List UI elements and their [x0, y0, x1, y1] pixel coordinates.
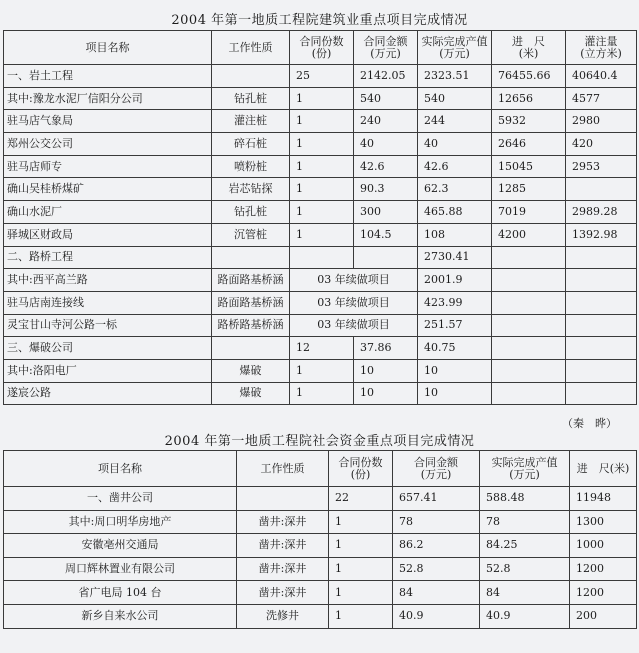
column-header: 工作性质: [212, 31, 290, 65]
table-row: [4, 223, 637, 246]
table-cell: 周口辉林置业有限公司: [4, 557, 237, 581]
table-cell: 10: [418, 382, 492, 405]
table-cell: 遂宸公路: [4, 382, 212, 405]
table-cell: [566, 382, 637, 405]
table-row: [4, 269, 637, 292]
table-cell: 安徽亳州交通局: [4, 534, 237, 558]
table-cell: 15045: [492, 155, 566, 178]
table-cell: 90.3: [354, 178, 418, 201]
table-cell: 40.75: [418, 337, 492, 360]
table-cell: 86.2: [393, 534, 480, 558]
table-cell: 540: [418, 87, 492, 110]
table-cell: 其中:洛阳电厂: [4, 359, 212, 382]
column-header: 工作性质: [237, 451, 329, 487]
table-cell: 1285: [492, 178, 566, 201]
column-header: 合同金额 (万元): [354, 31, 418, 65]
table-cell: 2001.9: [418, 269, 492, 292]
table-cell: 78: [480, 510, 570, 534]
table-cell: 423.99: [418, 291, 492, 314]
column-header: 项目名称: [4, 451, 237, 487]
table-row: [4, 110, 637, 133]
table-cell: [566, 269, 637, 292]
table-cell: 11948: [570, 487, 637, 511]
table-cell: 1: [329, 581, 393, 605]
table-cell: 84.25: [480, 534, 570, 558]
table-cell: [566, 246, 637, 269]
table-cell: 2142.05: [354, 65, 418, 88]
column-header: 进 尺(米): [570, 451, 637, 487]
table-cell: 2730.41: [418, 246, 492, 269]
table-row: [4, 557, 637, 581]
table-cell: 40.9: [480, 604, 570, 628]
table-cell: 1: [290, 110, 354, 133]
table-row: [4, 201, 637, 224]
table-cell: [237, 487, 329, 511]
table-cell: 钻孔桩: [212, 87, 290, 110]
table-cell: 40: [418, 133, 492, 156]
table-cell: 凿井:深井: [237, 510, 329, 534]
social-funds-projects-table: [3, 450, 637, 629]
table-cell: 03 年续做项目: [290, 269, 418, 292]
table-cell: 确山水泥厂: [4, 201, 212, 224]
column-header: 灌注量 (立方米): [566, 31, 637, 65]
table-cell: 钻孔桩: [212, 201, 290, 224]
table-cell: 1: [290, 155, 354, 178]
table-cell: 爆破: [212, 382, 290, 405]
table-cell: 其中:西平高兰路: [4, 269, 212, 292]
table2-title: 2004 年第一地质工程院社会资金重点项目完成情况: [164, 434, 475, 449]
table-cell: 1392.98: [566, 223, 637, 246]
table-cell: 2989.28: [566, 201, 637, 224]
table-cell: 1: [290, 223, 354, 246]
table-cell: 驻马店师专: [4, 155, 212, 178]
table-row: [4, 359, 637, 382]
table-cell: 5932: [492, 110, 566, 133]
table-cell: 1: [290, 87, 354, 110]
table-row: [4, 534, 637, 558]
table-cell: 10: [354, 359, 418, 382]
table-cell: 郑州公交公司: [4, 133, 212, 156]
table-row: [4, 246, 637, 269]
table-cell: 588.48: [480, 487, 570, 511]
table-row: [4, 178, 637, 201]
table-cell: 1: [290, 382, 354, 405]
table-cell: 40.9: [393, 604, 480, 628]
table-cell: 62.3: [418, 178, 492, 201]
table-cell: 驿城区财政局: [4, 223, 212, 246]
table-cell: 1: [290, 201, 354, 224]
table-cell: 465.88: [418, 201, 492, 224]
table-cell: [492, 246, 566, 269]
table-cell: 凿井:深井: [237, 581, 329, 605]
table-cell: 1200: [570, 557, 637, 581]
table-cell: 凿井:深井: [237, 557, 329, 581]
table-cell: 一、凿井公司: [4, 487, 237, 511]
table-cell: 省广电局 104 台: [4, 581, 237, 605]
table-cell: 凿井:深井: [237, 534, 329, 558]
table-cell: 22: [329, 487, 393, 511]
table-cell: [492, 269, 566, 292]
table-cell: 52.8: [480, 557, 570, 581]
table-cell: 540: [354, 87, 418, 110]
column-header: 合同份数 (份): [290, 31, 354, 65]
table-cell: [566, 359, 637, 382]
table-cell: 2646: [492, 133, 566, 156]
table-cell: [492, 359, 566, 382]
column-header: 进 尺 (米): [492, 31, 566, 65]
table-cell: 251.57: [418, 314, 492, 337]
table-cell: [212, 246, 290, 269]
table-cell: 碎石桩: [212, 133, 290, 156]
table-cell: 4577: [566, 87, 637, 110]
author-note: （秦 晔）: [562, 417, 617, 430]
table-cell: 104.5: [354, 223, 418, 246]
column-header: 实际完成产值 (万元): [418, 31, 492, 65]
table-cell: 244: [418, 110, 492, 133]
table-cell: 4200: [492, 223, 566, 246]
table-cell: [492, 314, 566, 337]
table-cell: 1: [329, 604, 393, 628]
table-cell: [354, 246, 418, 269]
table-cell: 420: [566, 133, 637, 156]
table-cell: 7019: [492, 201, 566, 224]
table-cell: 其中:豫龙水泥厂信阳分公司: [4, 87, 212, 110]
table-row: [4, 314, 637, 337]
table-cell: 二、路桥工程: [4, 246, 212, 269]
table-cell: 03 年续做项目: [290, 291, 418, 314]
table-cell: 确山吴桂桥煤矿: [4, 178, 212, 201]
table-cell: 1: [290, 359, 354, 382]
table-cell: [566, 291, 637, 314]
table-row: [4, 510, 637, 534]
table-cell: [566, 178, 637, 201]
column-header: 项目名称: [4, 31, 212, 65]
column-header: 实际完成产值 (万元): [480, 451, 570, 487]
table-cell: 1000: [570, 534, 637, 558]
table-cell: [492, 382, 566, 405]
table-cell: 洗修井: [237, 604, 329, 628]
table-cell: 喷粉桩: [212, 155, 290, 178]
table-cell: 岩芯钻探: [212, 178, 290, 201]
table-cell: 657.41: [393, 487, 480, 511]
table-cell: 其中:周口明华房地产: [4, 510, 237, 534]
table-row: [4, 87, 637, 110]
table-row: [4, 65, 637, 88]
table-cell: 40640.4: [566, 65, 637, 88]
table-row: [4, 382, 637, 405]
table-cell: 驻马店气象局: [4, 110, 212, 133]
table-cell: 一、岩土工程: [4, 65, 212, 88]
table-cell: 驻马店南连接线: [4, 291, 212, 314]
table-cell: 300: [354, 201, 418, 224]
table-cell: 25: [290, 65, 354, 88]
table-cell: 路桥路基桥涵: [212, 314, 290, 337]
table-cell: 路面路基桥涵: [212, 269, 290, 292]
table-cell: 1: [290, 133, 354, 156]
table-cell: [492, 337, 566, 360]
column-header: 合同份数 (份): [329, 451, 393, 487]
table-cell: 1: [329, 510, 393, 534]
table-cell: 84: [393, 581, 480, 605]
construction-projects-table: [3, 30, 637, 405]
table-cell: 1: [290, 178, 354, 201]
table-row: [4, 337, 637, 360]
table-cell: [492, 291, 566, 314]
table-row: [4, 487, 637, 511]
table-cell: 2953: [566, 155, 637, 178]
table-cell: 42.6: [418, 155, 492, 178]
table-cell: 1: [329, 534, 393, 558]
table-cell: 新乡自来水公司: [4, 604, 237, 628]
table-cell: 12656: [492, 87, 566, 110]
table-cell: 76455.66: [492, 65, 566, 88]
table-cell: 2323.51: [418, 65, 492, 88]
table-cell: 42.6: [354, 155, 418, 178]
table-cell: 1200: [570, 581, 637, 605]
table-cell: [290, 246, 354, 269]
table-cell: 37.86: [354, 337, 418, 360]
table-cell: 1300: [570, 510, 637, 534]
table-cell: 108: [418, 223, 492, 246]
table-cell: 200: [570, 604, 637, 628]
table-cell: 1: [329, 557, 393, 581]
table-cell: [566, 337, 637, 360]
table-cell: 10: [354, 382, 418, 405]
table-cell: 10: [418, 359, 492, 382]
table-cell: [212, 65, 290, 88]
table-cell: 240: [354, 110, 418, 133]
table-cell: [566, 314, 637, 337]
table-cell: 三、爆破公司: [4, 337, 212, 360]
table-cell: 12: [290, 337, 354, 360]
table-row: [4, 133, 637, 156]
table-cell: 路面路基桥涵: [212, 291, 290, 314]
table-cell: 03 年续做项目: [290, 314, 418, 337]
table-cell: 爆破: [212, 359, 290, 382]
table-row: [4, 604, 637, 628]
table-row: [4, 155, 637, 178]
table-cell: 78: [393, 510, 480, 534]
table-cell: 52.8: [393, 557, 480, 581]
table-cell: [212, 337, 290, 360]
table-cell: 2980: [566, 110, 637, 133]
table-cell: 40: [354, 133, 418, 156]
table-cell: 84: [480, 581, 570, 605]
table-cell: 沉管桩: [212, 223, 290, 246]
column-header: 合同金额 (万元): [393, 451, 480, 487]
table-cell: 灵宝甘山寺河公路一标: [4, 314, 212, 337]
table-row: [4, 291, 637, 314]
table1-title: 2004 年第一地质工程院建筑业重点项目完成情况: [171, 13, 468, 28]
table-row: [4, 581, 637, 605]
table-cell: 灌注桩: [212, 110, 290, 133]
